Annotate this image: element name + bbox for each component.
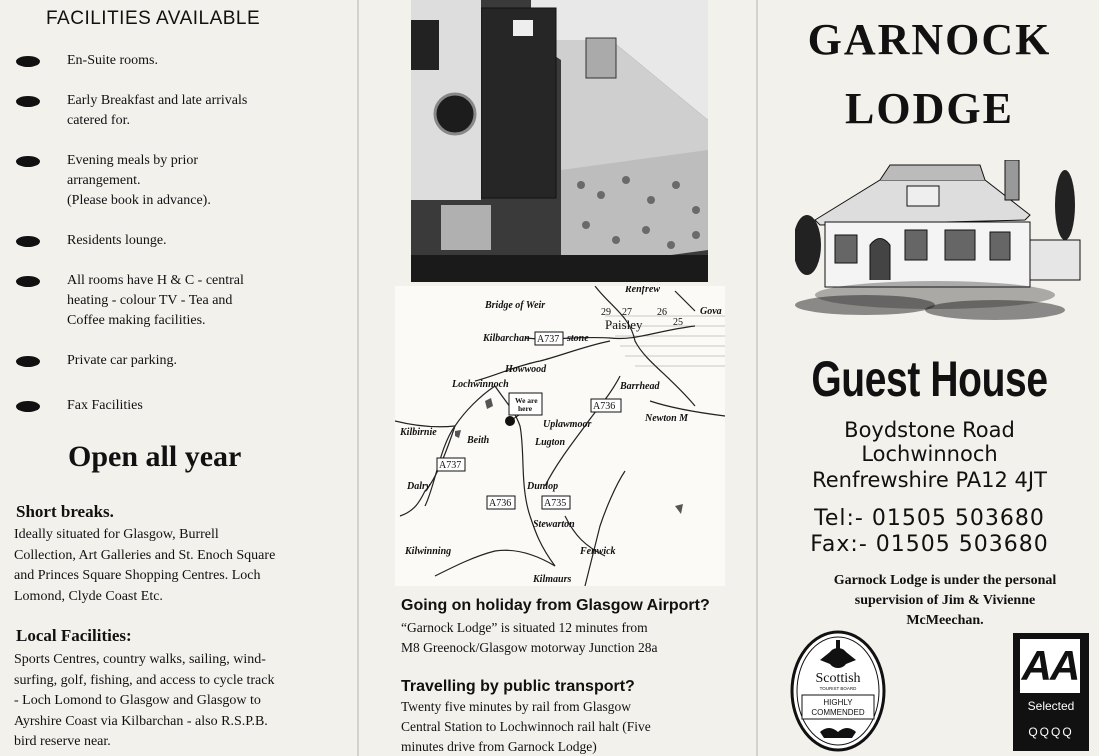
supervision-note: Garnock Lodge is under the personal supervision of Jim & Vivienne McMeechan. (833, 573, 1057, 628)
facility-text: Residents lounge. (67, 233, 167, 248)
transport-heading: Travelling by public transport? (401, 678, 635, 695)
aa-logo: AA (1020, 639, 1080, 693)
facilities-panel (0, 0, 355, 756)
map-label: Gova (700, 306, 722, 317)
facility-text: Private car parking. (67, 353, 178, 368)
map-label: Bridge of Weir (485, 300, 546, 311)
we-are-here-label: We are (515, 396, 538, 405)
local-facilities-text: Sports Centres, country walks, sailing, wind- surfing, golf, fishing, and access to cycle track - Loch Lomond to Glasgow and Glasgow to Ayrshire Coast via Kilbarchan - also R.S.P.B. bird reserve near. (14, 652, 275, 749)
road-label: A736 (593, 401, 616, 412)
bullet-icon (16, 401, 40, 412)
facility-text: En-Suite rooms. (67, 53, 158, 68)
map-label: Kilbirnie (400, 427, 437, 438)
aa-badge (1013, 633, 1089, 751)
address-line-3: Renfrewshire PA12 4JT (812, 468, 1047, 492)
title-line-2: LODGE (845, 84, 1014, 133)
map-label: Newton M (645, 413, 689, 424)
facilities-title: FACILITIES AVAILABLE (46, 8, 261, 29)
airport-heading: Going on holiday from Glasgow Airport? (401, 597, 710, 614)
facility-text: Fax Facilities (67, 398, 143, 413)
road-label: A737 (537, 334, 560, 345)
fold-line (357, 0, 359, 756)
badge-name: Scottish (815, 671, 861, 686)
cover-panel (760, 0, 1099, 756)
map-label: Beith (467, 435, 490, 446)
title-line-1: GARNOCK (807, 15, 1052, 64)
road-label: A737 (439, 460, 462, 471)
junction-label: 25 (673, 317, 683, 328)
facility-text: Early Breakfast and late arrivals catered for. (67, 93, 248, 128)
bedroom-photo (411, 0, 708, 282)
map-label: Barrhead (620, 381, 660, 392)
we-are-here-label: here (518, 404, 533, 413)
bullet-icon (16, 156, 40, 167)
map-label: Lochwinnoch (452, 379, 509, 390)
map-label: Renfrew (625, 286, 660, 295)
badge-award-1: HIGHLY (823, 698, 853, 707)
bullet-icon (16, 236, 40, 247)
address-line-1: Boydstone Road (844, 418, 1015, 442)
map-label: Kilmaurs (533, 574, 572, 585)
map-label: Paisley (605, 317, 643, 332)
airport-text: “Garnock Lodge” is situated 12 minutes from M8 Greenock/Glasgow motorway Junction 28a (401, 620, 658, 655)
map-label: Uplawmoor (543, 419, 592, 430)
fax-number: Fax:- 01505 503680 (810, 532, 1049, 557)
map-label: Dalry (407, 481, 431, 492)
open-all-year-heading: Open all year (68, 440, 242, 473)
directions-panel (362, 0, 754, 756)
local-facilities-heading: Local Facilities: (16, 626, 132, 645)
address-line-2: Lochwinnoch (861, 442, 998, 466)
bullet-icon (16, 56, 40, 67)
aa-rating: QQQQ (1028, 725, 1074, 739)
facility-text: Evening meals by prior arrangement. (Please book in advance). (67, 153, 211, 208)
bullet-icon (16, 276, 40, 287)
bullet-icon (16, 96, 40, 107)
guest-house-heading: Guest House (811, 351, 1048, 407)
telephone-number: Tel:- 01505 503680 (814, 506, 1045, 531)
aa-selected-label: Selected (1027, 699, 1075, 713)
short-breaks-text: Ideally situated for Glasgow, Burrell Collection, Art Galleries and St. Enoch Square and Princes Square Shopping Centres. Loch Lomond, Clyde Coast Etc. (14, 527, 276, 604)
road-label: A735 (544, 498, 567, 509)
lodge-illustration (795, 160, 1085, 330)
short-breaks-heading: Short breaks. (16, 502, 114, 521)
map-label: Kilwinning (405, 546, 452, 557)
map-label: stone (567, 333, 589, 344)
facility-text: All rooms have H & C - central heating - colour TV - Tea and Coffee making facilities. (67, 273, 244, 328)
badge-sub: TOURIST BOARD (819, 686, 857, 691)
map-label: Fenwick (580, 546, 616, 557)
junction-label: 27 (622, 307, 632, 318)
location-map (395, 286, 725, 586)
badge-award-2: COMMENDED (811, 708, 865, 717)
road-label: A736 (489, 498, 512, 509)
map-label: Howwood (505, 364, 547, 375)
map-label: Dunlop (527, 481, 559, 492)
map-label: Stewarton (533, 519, 575, 530)
map-label: Kilbarchan (483, 333, 530, 344)
junction-label: 29 (601, 307, 611, 318)
fold-line (756, 0, 758, 756)
transport-text: Twenty five minutes by rail from Glasgow Central Station to Lochwinnoch rail halt (Five minutes drive from Garnock Lodge) (401, 699, 651, 754)
scottish-tourist-board-badge (790, 630, 886, 752)
junction-label: 26 (657, 307, 667, 318)
map-label: Lugton (535, 437, 566, 448)
bullet-icon (16, 356, 40, 367)
